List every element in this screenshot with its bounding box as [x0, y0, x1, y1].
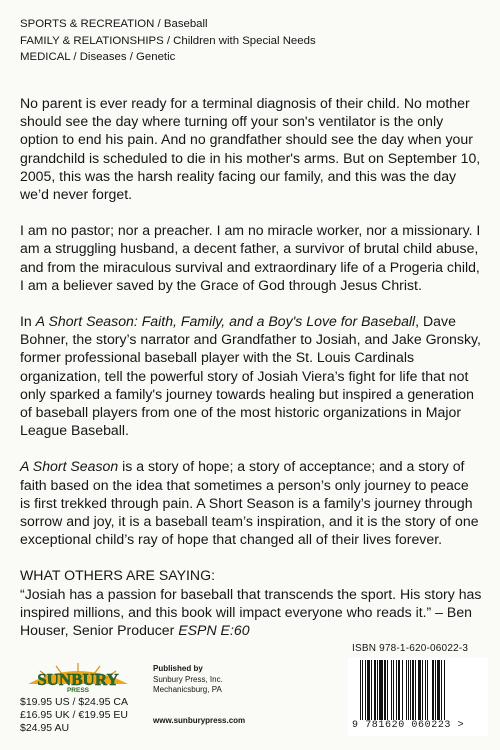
logo-wordmark: SUNBURY	[37, 670, 119, 689]
back-cover-description	[20, 94, 482, 639]
price-line: $19.95 US / $24.95 CA	[20, 696, 128, 708]
price-list	[20, 696, 128, 734]
book-title: A Short Season: Faith, Family, and a Boy's Love for Baseball	[35, 313, 416, 330]
text-span: , Dave Bohner, the story’s narrator and Grandfather to Josiah, and Jake Gronsky, former professional baseball player with the St. Louis Cardinals organization, tell the powerful story of Josiah Viera’s fight for life that not only sparked a family's journey towards healing but inspired a generation of baseball players from one of the most historic organizations in Major League Baseball.	[20, 313, 481, 439]
isbn-barcode	[348, 658, 488, 736]
category-line: MEDICAL / Diseases / Genetic	[20, 51, 176, 63]
publisher-website: www.sunburypress.com	[153, 716, 246, 725]
quote-text: “Josiah has a passion for baseball that transcends the sport. His story has inspired millions, and this book will impact everyone who reads it.” – Ben Houser, Senior Producer	[20, 585, 482, 639]
subject-categories	[20, 16, 316, 66]
text-span: In	[20, 313, 36, 330]
publisher-city: Mechanicsburg, PA	[153, 685, 222, 694]
text-span: is a story of hope; a story of acceptance; and a story of faith based on the idea that sometimes a person’s only journey to peace is first trekked through pain. A Short Season is a family’s journey through sorrow and joy, it is a baseball team’s inspiration, and it is the story of one exceptional child’s ray of hope that changed all of their lives forever.	[20, 458, 479, 548]
paragraph-narrator: I am no pastor; nor a preacher. I am no miracle worker, nor a missionary. I am a struggling husband, a decent father, a survivor of brutal child abuse, and from the miraculous survival and extraordinary life of a Progeria child, I am a believer saved by the Grace of God through Jesus Christ.	[20, 222, 481, 293]
barcode-digits: 9 781620 060223 >	[352, 720, 465, 731]
paragraph-intro: No parent is ever ready for a terminal diagnosis of their child. No mother should see the day where turning off your son's ventilator is the only option to end his pain. And no grandfather should see the day when your grandchild is scheduled to die in his mother's arms. But on September 10, 2005, this was the harsh reality facing our family, and this was the day we’d never forget.	[20, 95, 481, 203]
isbn-label: ISBN 978-1-620-06022-3	[352, 643, 469, 654]
barcode-graphic	[360, 660, 478, 720]
quote-source: ESPN E:60	[178, 622, 250, 639]
paragraph-story-of-hope	[20, 457, 482, 548]
publisher-line: Published by	[153, 664, 203, 673]
price-line: $24.95 AU	[20, 721, 70, 734]
sunbury-press-logo	[22, 660, 134, 692]
price-line: £16.95 UK / €19.95 EU	[20, 708, 128, 721]
paragraph-book-summary	[20, 312, 482, 439]
category-line: FAMILY & RELATIONSHIPS / Children with Special Needs	[20, 34, 316, 47]
others-heading: WHAT OTHERS ARE SAYING:	[20, 567, 215, 584]
category-line: SPORTS & RECREATION / Baseball	[20, 18, 208, 30]
logo-subtext: PRESS	[66, 687, 90, 692]
publisher-info	[153, 664, 223, 696]
book-title-short: A Short Season	[20, 458, 119, 475]
publisher-name: Sunbury Press, Inc.	[153, 674, 223, 684]
endorsement-quote	[20, 585, 482, 640]
